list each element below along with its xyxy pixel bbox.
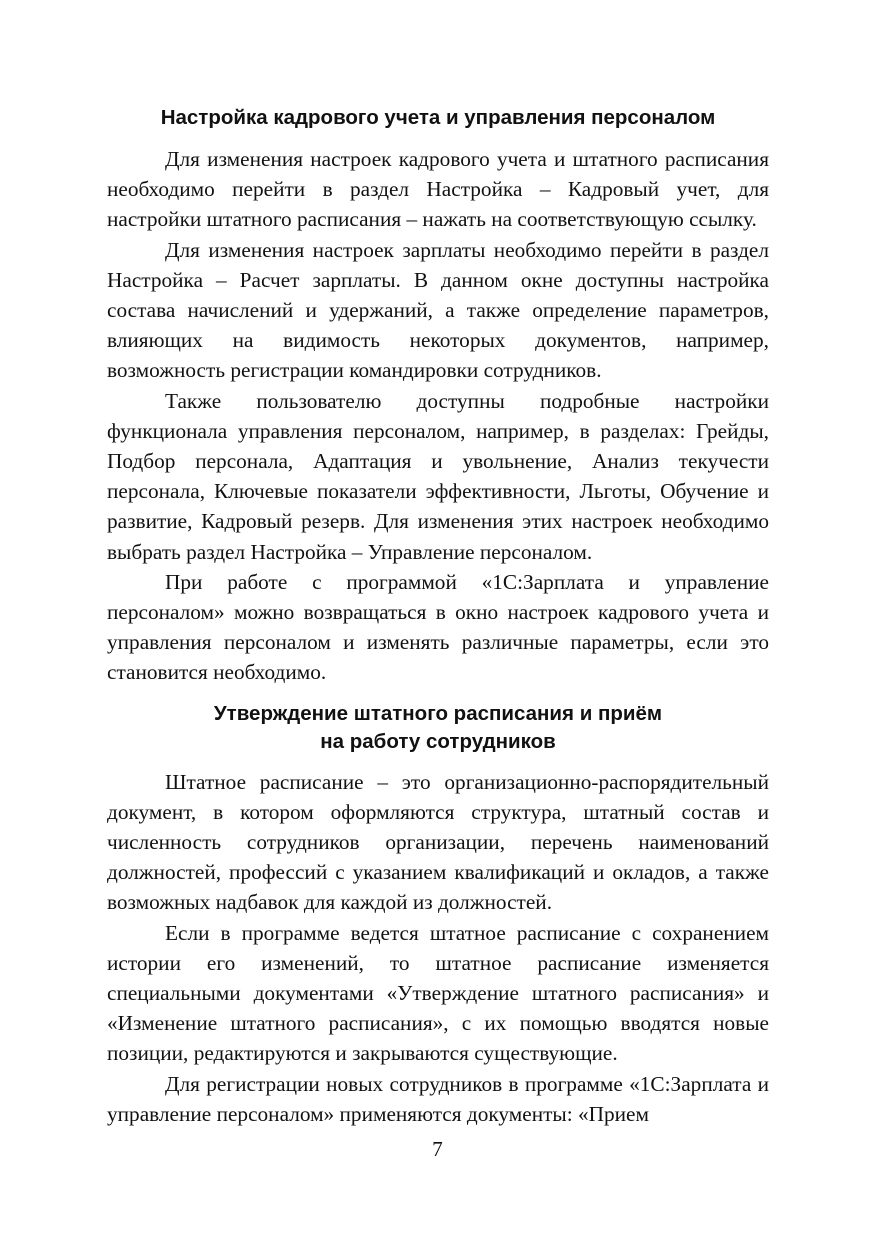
paragraph: Для изменения настроек кадрового учета и штатного расписания необходимо перейти в раздел Настройка – Кадровый учет, для настройки штатного расписания – нажать на соответствующую ссылку. <box>107 147 769 232</box>
page-content <box>107 104 769 1129</box>
paragraph: Для изменения настроек зарплаты необходимо перейти в раздел Настройка – Расчет зарплаты. В данном окне доступны настройка состава начислений и удержаний, а также определение параметров, влияющих на видимость некоторых документов, например, возможность регистрации командировки сотрудников. <box>107 237 769 383</box>
page-number: 7 <box>432 1137 443 1161</box>
section-heading-line: Утверждение штатного расписания и приём <box>213 701 663 725</box>
paragraph: Для регистрации новых сотрудников в программе «1С:Зарплата и управление персоналом» применяются документы: «Прием <box>107 1071 769 1126</box>
paragraph: Штатное расписание – это организационно-распорядительный документ, в котором оформляются структура, штатный состав и численность сотрудников организации, перечень наименований должностей, профессий с указанием квалификаций и окладов, а также возможных надбавок для каждой из должностей. <box>107 769 769 915</box>
paragraph: Также пользователю доступны подробные настройки функционала управления персоналом, например, в разделах: Грейды, Подбор персонала, Адаптация и увольнение, Анализ текучести персонала, Ключевые показатели эффективности, Льготы, Обучение и развитие, Кадровый резерв. Для изменения этих настроек необходимо выбрать раздел Настройка – Управление персоналом. <box>107 388 769 564</box>
paragraph: Если в программе ведется штатное расписание с сохранением истории его изменений, то штатное расписание изменяется специальными документами «Утверждение штатного расписания» и «Изменение штатного расписания», с их помощью вводятся новые позиции, редактируются и закрываются существующие. <box>107 920 769 1066</box>
section-heading-staffing <box>107 700 769 756</box>
section-heading-line: на работу сотрудников <box>320 729 556 753</box>
section-heading-hr-settings: Настройка кадрового учета и управления персоналом <box>160 106 716 129</box>
paragraph: При работе с программой «1С:Зарплата и управление персоналом» можно возвращаться в окно настроек кадрового учета и управления персоналом и изменять различные параметры, если это становится необходимо. <box>107 569 769 685</box>
